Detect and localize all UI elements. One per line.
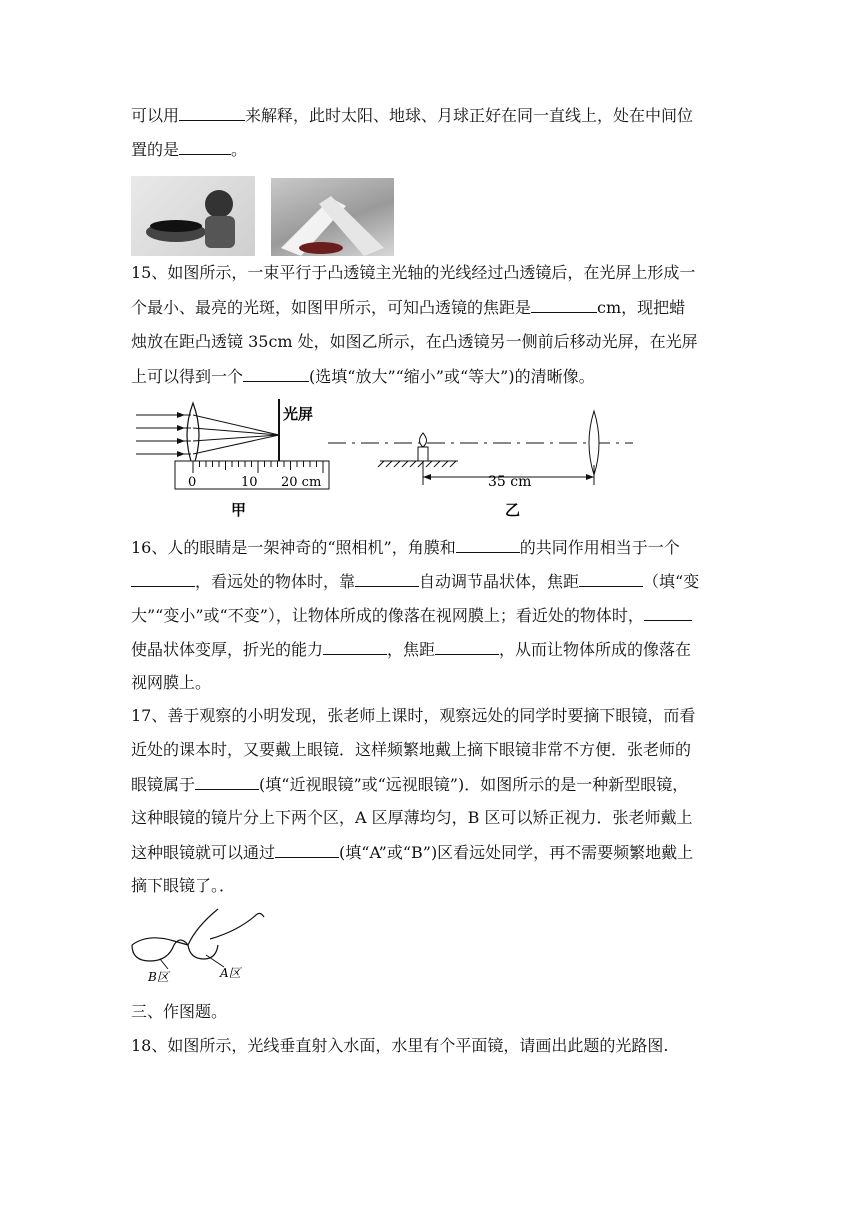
girl-with-basin-illustration (131, 176, 255, 256)
q15-line-1: 15、如图所示，一束平行于凸透镜主光轴的光线经过凸透镜后，在光屏上形成一 (131, 263, 696, 282)
q15-line-3: 烛放在距凸透镜 35cm 处，如图乙所示，在凸透镜另一侧前后移动光屏，在光屏 (131, 332, 698, 351)
q17-line-4: 这种眼镜的镜片分上下两个区，A 区厚薄均匀，B 区可以矫正视力．张老师戴上 (131, 808, 693, 827)
answer-blank[interactable] (355, 571, 419, 587)
q16-line-4: 使晶状体变厚，折光的能力 ，焦距 ，从而让物体所成的像落在 (131, 640, 692, 659)
screen-label: 光屏 (283, 405, 314, 423)
answer-blank[interactable] (456, 537, 520, 553)
q14-line-2: 置的是 。 (131, 140, 248, 159)
answer-blank[interactable] (323, 639, 387, 655)
figure-yi-candle-lens (328, 405, 638, 520)
bifocal-glasses-figure (128, 905, 268, 985)
q16-line-5: 视网膜上。 (131, 673, 212, 692)
a-zone-label: A区 (220, 966, 241, 980)
distance-label: 35 cm (488, 474, 532, 490)
answer-blank[interactable] (275, 842, 339, 858)
q15-line-4: 上可以得到一个 (选填“放大”“缩小”或“等大”)的清晰像。 (131, 367, 595, 386)
answer-blank[interactable] (531, 297, 597, 313)
q17-line-3: 眼镜属于 (填“近视眼镜”或“远视眼镜”)．如图所示的是一种新型眼镜， (131, 775, 689, 794)
answer-blank[interactable] (435, 639, 499, 655)
q18-line-1: 18、如图所示，光线垂直射入水面，水里有个平面镜，请画出此题的光路图. (131, 1036, 669, 1055)
b-zone-label: B区 (148, 970, 169, 984)
q17-line-2: 近处的课本时，又要戴上眼镜．这样频繁地戴上摘下眼镜非常不方便．张老师的 (131, 740, 692, 759)
tick-label: 0 (188, 475, 197, 490)
q15-line-2: 个最小、最亮的光斑，如图甲所示，可知凸透镜的焦距是 cm，现把蜡 (131, 298, 686, 317)
answer-blank[interactable] (579, 571, 643, 587)
section-heading: 三、作图题。 (131, 1002, 228, 1021)
girl-with-basin-photo (131, 176, 255, 256)
tick-label: 10 (241, 475, 258, 490)
q17-line-1: 17、善于观察的小明发现，张老师上课时，观察远处的同学时要摘下眼镜，而看 (131, 706, 696, 725)
q17-line-6: 摘下眼镜了。． (131, 876, 236, 895)
answer-blank[interactable] (644, 605, 692, 621)
tick-label: 20 cm (281, 475, 322, 490)
answer-blank[interactable] (179, 139, 231, 155)
q16-line-2: ，看远处的物体时，靠 自动调节晶状体，焦距 （填“变 (131, 571, 699, 592)
answer-blank[interactable] (131, 571, 195, 587)
q16-line-3: 大”“变小”或“不变”），让物体所成的像落在视网膜上；看近处的物体时， (131, 605, 692, 626)
q14-line-1: 可以用 来解释，此时太阳、地球、月球正好在同一直线上，处在中间位 (131, 106, 694, 125)
hands-shadow-illustration (271, 178, 394, 256)
figure-jia-lens-focus (131, 395, 341, 525)
answer-blank[interactable] (243, 366, 309, 382)
answer-blank[interactable] (195, 774, 259, 790)
answer-blank[interactable] (179, 105, 245, 121)
hands-shadow-photo (271, 178, 394, 256)
figure-caption: 乙 (505, 501, 521, 519)
q16-line-1: 16、人的眼睛是一架神奇的“照相机”，角膜和 的共同作用相当于一个 (131, 538, 680, 557)
figure-caption: 甲 (231, 501, 247, 519)
q17-line-5: 这种眼镜就可以通过 (填“A”或“B”)区看远处同学，再不需要频繁地戴上 (131, 843, 694, 862)
